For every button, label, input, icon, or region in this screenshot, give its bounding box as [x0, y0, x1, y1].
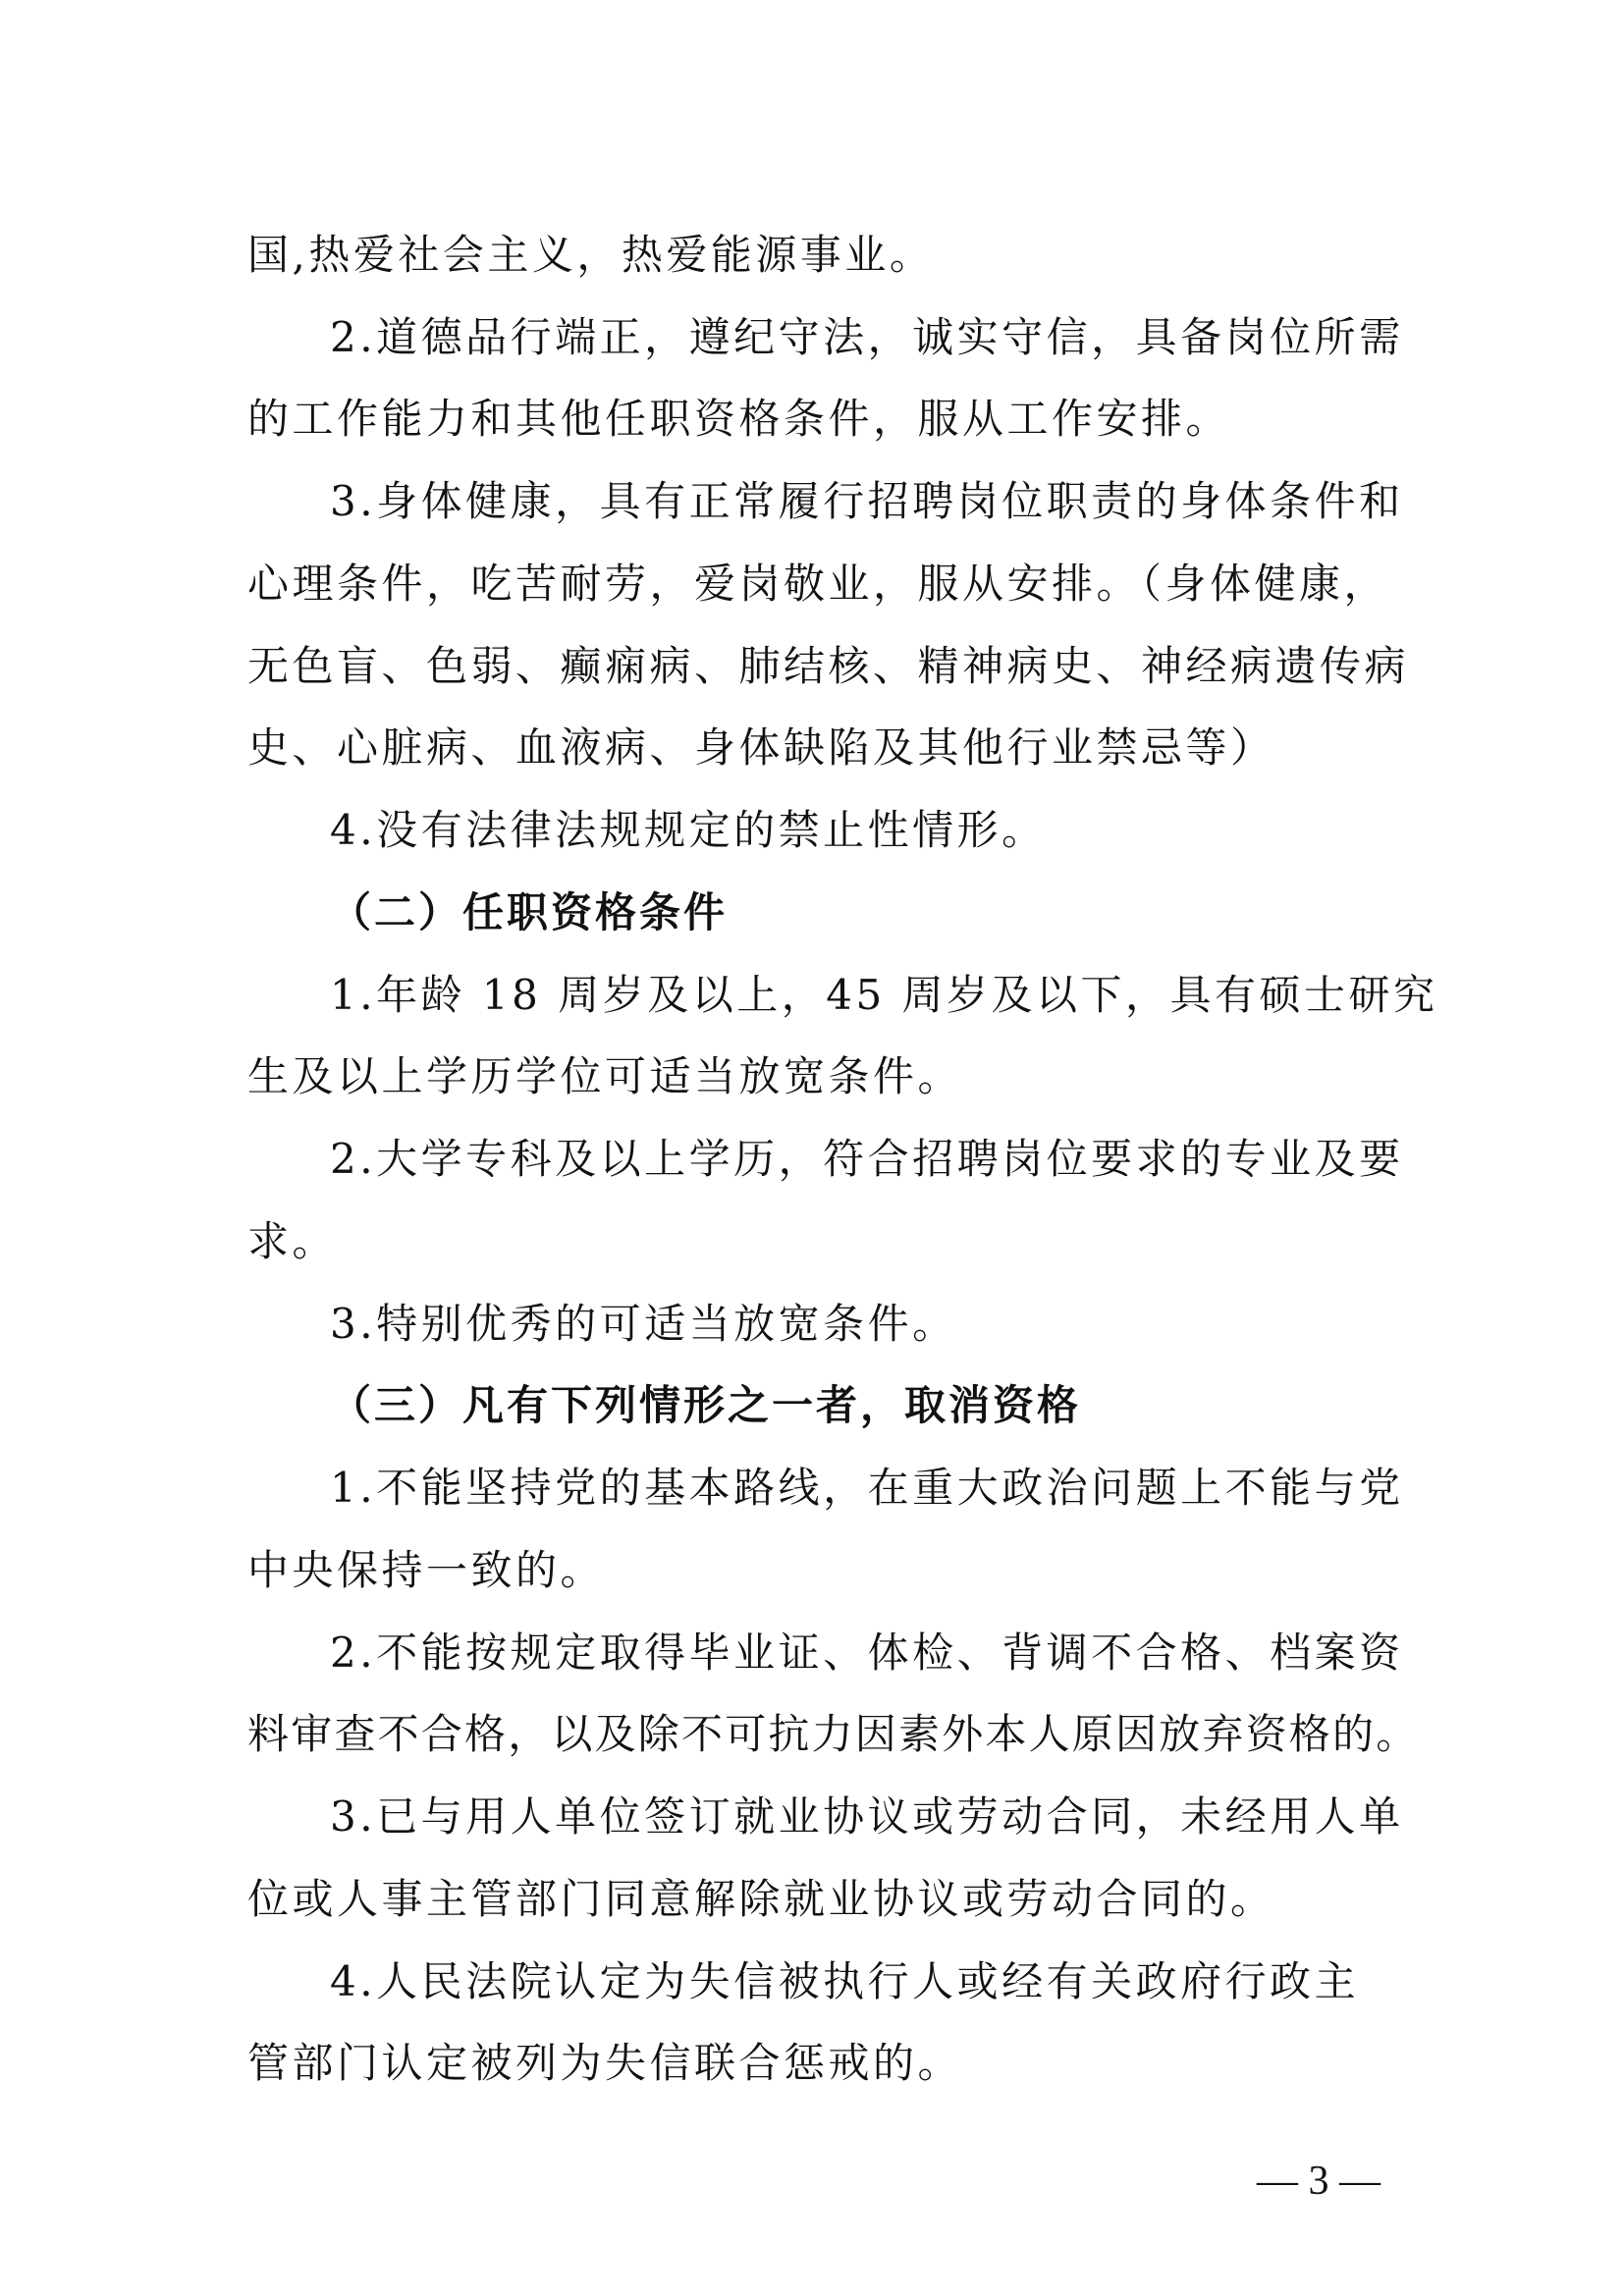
text-line: 料审查不合格，以及除不可抗力因素外本人原因放弃资格的。	[247, 1710, 1420, 1758]
text-line: 3.身体健康，具有正常履行招聘岗位职责的身体条件和	[330, 477, 1404, 525]
text-line: 1.不能坚持党的基本路线，在重大政治问题上不能与党	[330, 1464, 1404, 1512]
text-line: 2.大学专科及以上学历，符合招聘岗位要求的专业及要	[330, 1135, 1404, 1183]
text-line: 1.年龄 18 周岁及以上，45 周岁及以下，具有硕士研究	[330, 971, 1438, 1019]
text-line: 2.不能按规定取得毕业证、体检、背调不合格、档案资	[330, 1629, 1404, 1677]
text-line: 的工作能力和其他任职资格条件，服从工作安排。	[247, 395, 1231, 443]
text-line: 3.已与用人单位签订就业协议或劳动合同，未经用人单	[330, 1792, 1404, 1841]
page-number: — 3 —	[1257, 2159, 1380, 2204]
text-line: 国,热爱社会主义，热爱能源事业。	[247, 231, 935, 279]
text-line: 无色盲、色弱、癫痫病、肺结核、精神病史、神经病遗传病	[247, 642, 1410, 690]
text-line: 位或人事主管部门同意解除就业协议或劳动合同的。	[247, 1875, 1275, 1923]
section-heading: （二）任职资格条件	[330, 888, 729, 936]
text-line: 2.道德品行端正，遵纪守法，诚实守信，具备岗位所需	[330, 313, 1404, 361]
text-line: 管部门认定被列为失信联合惩戒的。	[247, 2039, 963, 2087]
text-line: 4.人民法院认定为失信被执行人或经有关政府行政主	[330, 1957, 1360, 2005]
text-line: 生及以上学历学位可适当放宽条件。	[247, 1052, 963, 1100]
section-heading: （三）凡有下列情形之一者，取消资格	[330, 1381, 1082, 1429]
text-line: 4.没有法律法规规定的禁止性情形。	[330, 806, 1047, 854]
text-line: 3.特别优秀的可适当放宽条件。	[330, 1300, 957, 1348]
text-line: 中央保持一致的。	[247, 1546, 606, 1594]
text-line: 心理条件，吃苦耐劳，爱岗敬业，服从安排。（身体健康，	[247, 560, 1389, 608]
text-line: 史、心脏病、血液病、身体缺陷及其他行业禁忌等）	[247, 723, 1275, 772]
text-line: 求。	[247, 1217, 338, 1265]
